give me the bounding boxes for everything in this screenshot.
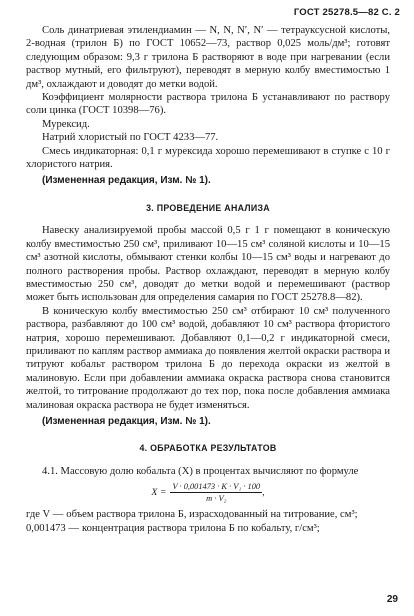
formula-denominator: m · V₂ <box>206 494 227 504</box>
formula-numerator: V · 0,001473 · K · V₁ · 100 <box>172 482 261 492</box>
definition-constant-text: концентрация раствора трилона Б по кобальту, г/см³; <box>81 522 320 534</box>
definition-v <box>26 508 390 521</box>
definition-v-label: где V — <box>26 509 64 521</box>
edit-note-1: (Измененная редакция, Изм. № 1). <box>42 175 211 187</box>
section-3-title: 3. ПРОВЕДЕНИЕ АНАЛИЗА <box>146 202 270 213</box>
edit-note-2: (Измененная редакция, Изм. № 1). <box>42 415 211 427</box>
section-4-title: 4. ОБРАБОТКА РЕЗУЛЬТАТОВ <box>139 443 277 454</box>
page-number: 29 <box>386 593 398 605</box>
nacl-line: Натрий хлористый по ГОСТ 4233—77. <box>42 132 219 144</box>
results-intro: 4.1. Массовую долю кобальта (X) в процентах вычисляют по формуле <box>42 465 359 477</box>
analysis-paragraph-1: Навеску анализируемой пробы массой 0,5 г 1 г помещают в коническую колбу вместимостью 250 см³, приливают 10—15 см³ соляной кислоты и 10—15 см³ азотной кислоты, обмывают стенки колбы 10—15 см³ воды и нагревают до полного растворения пробы. Раствор охлаждают, переводят в мерную колбу вместимостью 250 см³, доводят до метки водой и перемешивают (раствор может быть использован для определения самария по ГОСТ 25278.8—82). <box>26 225 390 304</box>
indicator-paragraph: Смесь индикаторная: 0,1 г мурексида хорошо перемешивают в ступке с 10 г хлористого натрия. <box>26 145 390 171</box>
trilon-paragraph: Соль динатриевая этилендиамин — N, N, N′, N′ — тетрауксусной кислоты, 2-водная (трилон Б) по ГОСТ 10652—73, раствор 0,025 моль/дм³; готовят следующим образом: 9,3 г трилона Б растворяют в воде при нагревании (если раствор мутный, его фильтруют), переводят в мерную колбу вместимостью 1 дм³, охлаждают и доводят до метки водой. <box>26 25 390 90</box>
page-content <box>26 24 390 535</box>
cobalt-formula <box>26 481 390 504</box>
formula-lhs: X = <box>151 486 167 498</box>
definition-v-text: объем раствора трилона Б, израсходованный на титрование, см³; <box>66 509 358 521</box>
molarity-paragraph: Коэффициент молярности раствора трилона Б устанавливают по раствору соли цинка (ГОСТ 10398—76). <box>26 92 390 117</box>
definition-constant <box>26 522 390 535</box>
murexide-line: Мурексид. <box>42 118 90 130</box>
page-header: ГОСТ 25278.5—82 С. 2 <box>293 7 400 18</box>
analysis-paragraph-2: В коническую колбу вместимостью 250 см³ отбирают 10 см³ полученного раствора, разбавляют до 100 см³ водой, добавляют 10 см³ раствора фтористого натрия, хорошо перемешивают. Добавляют 0,1—0,2 г индикаторной смеси, приливают по каплям раствор аммиака до появления желтой окраски раствора и титруют кобальт раствором трилона Б до перехода окраски из желтой в малиновую. Если при добавлении аммиака окраска раствора снова становится желтой, то титрование продолжают до тех пор, пока после добавления аммиака малиновая окраска раствора не будет изменяться. <box>26 305 390 411</box>
formula-tail: , <box>262 486 265 498</box>
definition-constant-label: 0,001473 — <box>26 522 79 534</box>
formula-fraction <box>170 481 265 504</box>
